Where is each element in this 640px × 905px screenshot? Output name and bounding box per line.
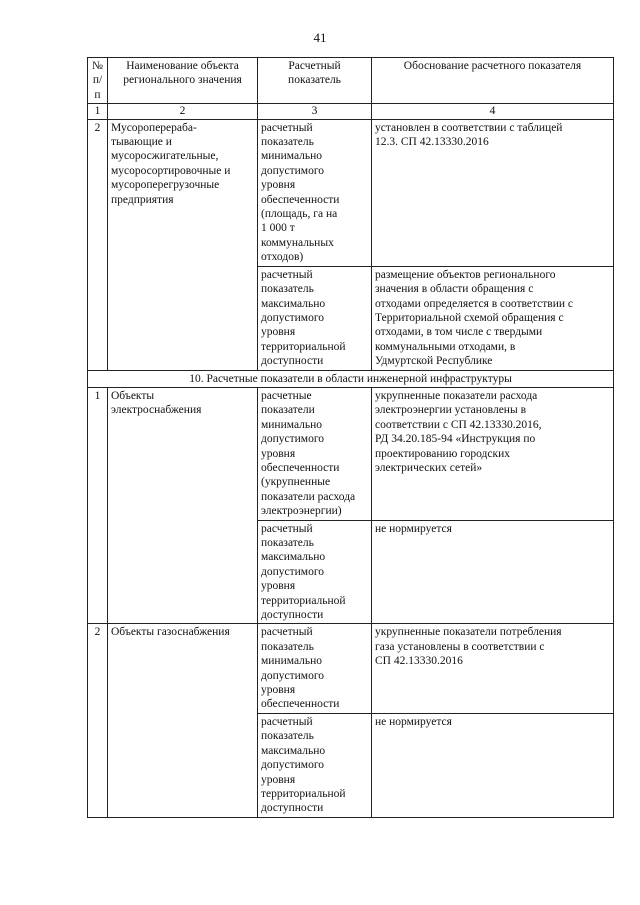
basis-max: не нормируется	[372, 520, 614, 624]
column-index: 1	[88, 104, 108, 119]
row-number: 2	[88, 119, 108, 370]
indicators-table	[87, 57, 614, 818]
header-basis: Обоснование расчетного показателя	[372, 58, 614, 104]
indicator-max: расчетный показатель максимально допустимого уровня территориальной доступности	[258, 713, 372, 817]
table-row	[88, 119, 614, 266]
table-row	[88, 387, 614, 520]
basis-min: укрупненные показатели расхода электроэнергии установлены в соответствии с СП 42.13330.2016, РД 34.20.185-94 «Инструкция по проектированию городских электрических сетей»	[372, 387, 614, 520]
table-row	[88, 624, 614, 713]
basis-min: укрупненные показатели потребления газа установлены в соответствии с СП 42.13330.2016	[372, 624, 614, 713]
basis-min: установлен в соответствии с таблицей 12.3. СП 42.13330.2016	[372, 119, 614, 266]
row-number: 1	[88, 387, 108, 624]
basis-max: не нормируется	[372, 713, 614, 817]
object-name: Объекты газоснабжения	[108, 624, 258, 817]
header-indicator: Расчетный показатель	[258, 58, 372, 104]
column-index-row	[88, 104, 614, 119]
indicator-max: расчетный показатель максимально допустимого уровня территориальной доступности	[258, 520, 372, 624]
section-title: 10. Расчетные показатели в области инженерной инфраструктуры	[88, 370, 614, 387]
page-number: 41	[313, 30, 327, 45]
indicator-min: расчетный показатель минимально допустимого уровня обеспеченности	[258, 624, 372, 713]
header-name: Наименование объекта регионального значения	[108, 58, 258, 104]
column-index: 4	[372, 104, 614, 119]
indicator-max: расчетный показатель максимально допустимого уровня территориальной доступности	[258, 266, 372, 370]
column-index: 3	[258, 104, 372, 119]
header-num: № п/п	[88, 58, 108, 104]
row-number: 2	[88, 624, 108, 817]
section-row	[88, 370, 614, 387]
header-row	[88, 58, 614, 104]
indicator-min: расчетный показатель минимально допустимого уровня обеспеченности (площадь, га на 1 000 т коммунальных отходов)	[258, 119, 372, 266]
basis-max: размещение объектов регионального значения в области обращения с отходами определяется в соответствии с Территориальной схемой обращения с отходами, в том числе с твердыми коммунальными отходами, в Удмуртской Республике	[372, 266, 614, 370]
object-name: Мусороперераба- тывающие и мусоросжигательные, мусоросортировочные и мусороперегрузочные предприятия	[108, 119, 258, 370]
indicator-min: расчетные показатели минимально допустимого уровня обеспеченности (укрупненные показатели расхода электроэнергии)	[258, 387, 372, 520]
object-name: Объекты электроснабжения	[108, 387, 258, 624]
column-index: 2	[108, 104, 258, 119]
